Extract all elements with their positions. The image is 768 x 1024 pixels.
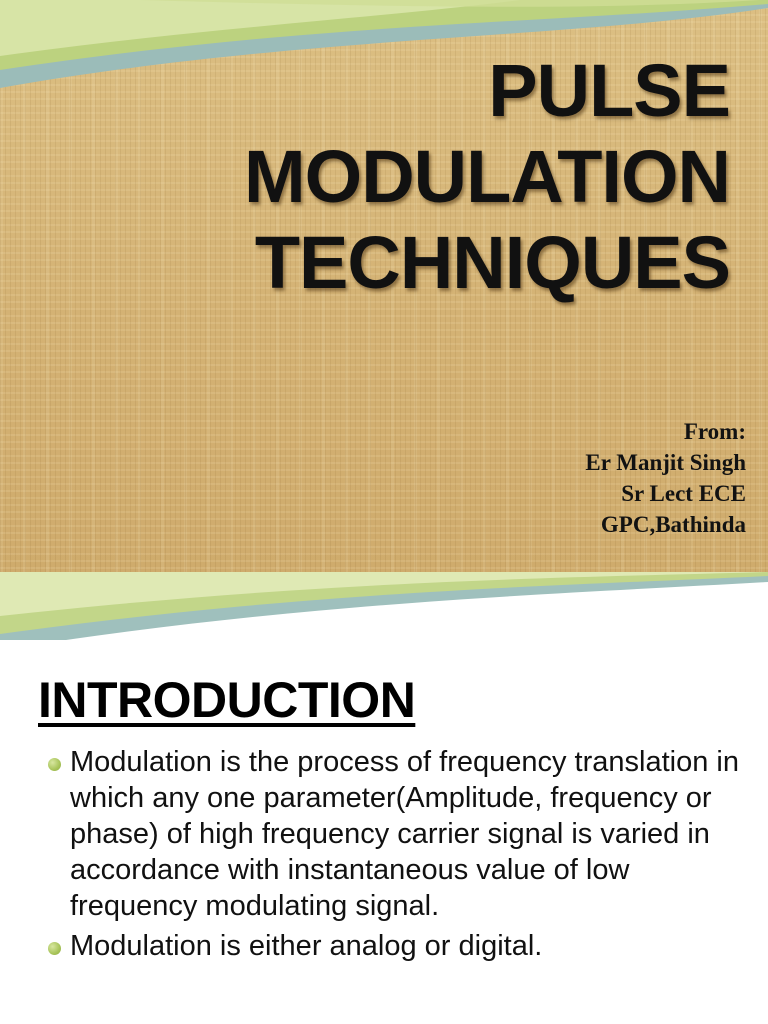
list-item (44, 928, 744, 964)
slide-heading: INTRODUCTION (38, 672, 416, 728)
list-item (44, 744, 744, 924)
bullet-text: Modulation is either analog or digital. (70, 930, 543, 962)
title-line: PULSE (488, 49, 730, 132)
bullet-text: Modulation is the process of frequency translation in which any one parameter(Amplitude, frequency or phase) of high frequency carrier signal is varied in accordance with instantaneous value of low frequency modulating signal. (70, 746, 739, 922)
introduction-slide (0, 640, 768, 1024)
bullet-dot-icon (48, 758, 61, 771)
author-block (585, 416, 746, 540)
title-line: TECHNIQUES (254, 221, 730, 304)
author-line-name: Er Manjit Singh (585, 450, 746, 475)
author-line-title: Sr Lect ECE (621, 481, 746, 506)
title-line: MODULATION (244, 135, 730, 218)
author-line-from: From: (683, 419, 746, 444)
presentation-title (50, 48, 730, 306)
bullet-list (44, 744, 744, 968)
author-line-institute: GPC,Bathinda (600, 512, 746, 537)
bullet-dot-icon (48, 942, 61, 955)
slide-footer (0, 546, 768, 566)
